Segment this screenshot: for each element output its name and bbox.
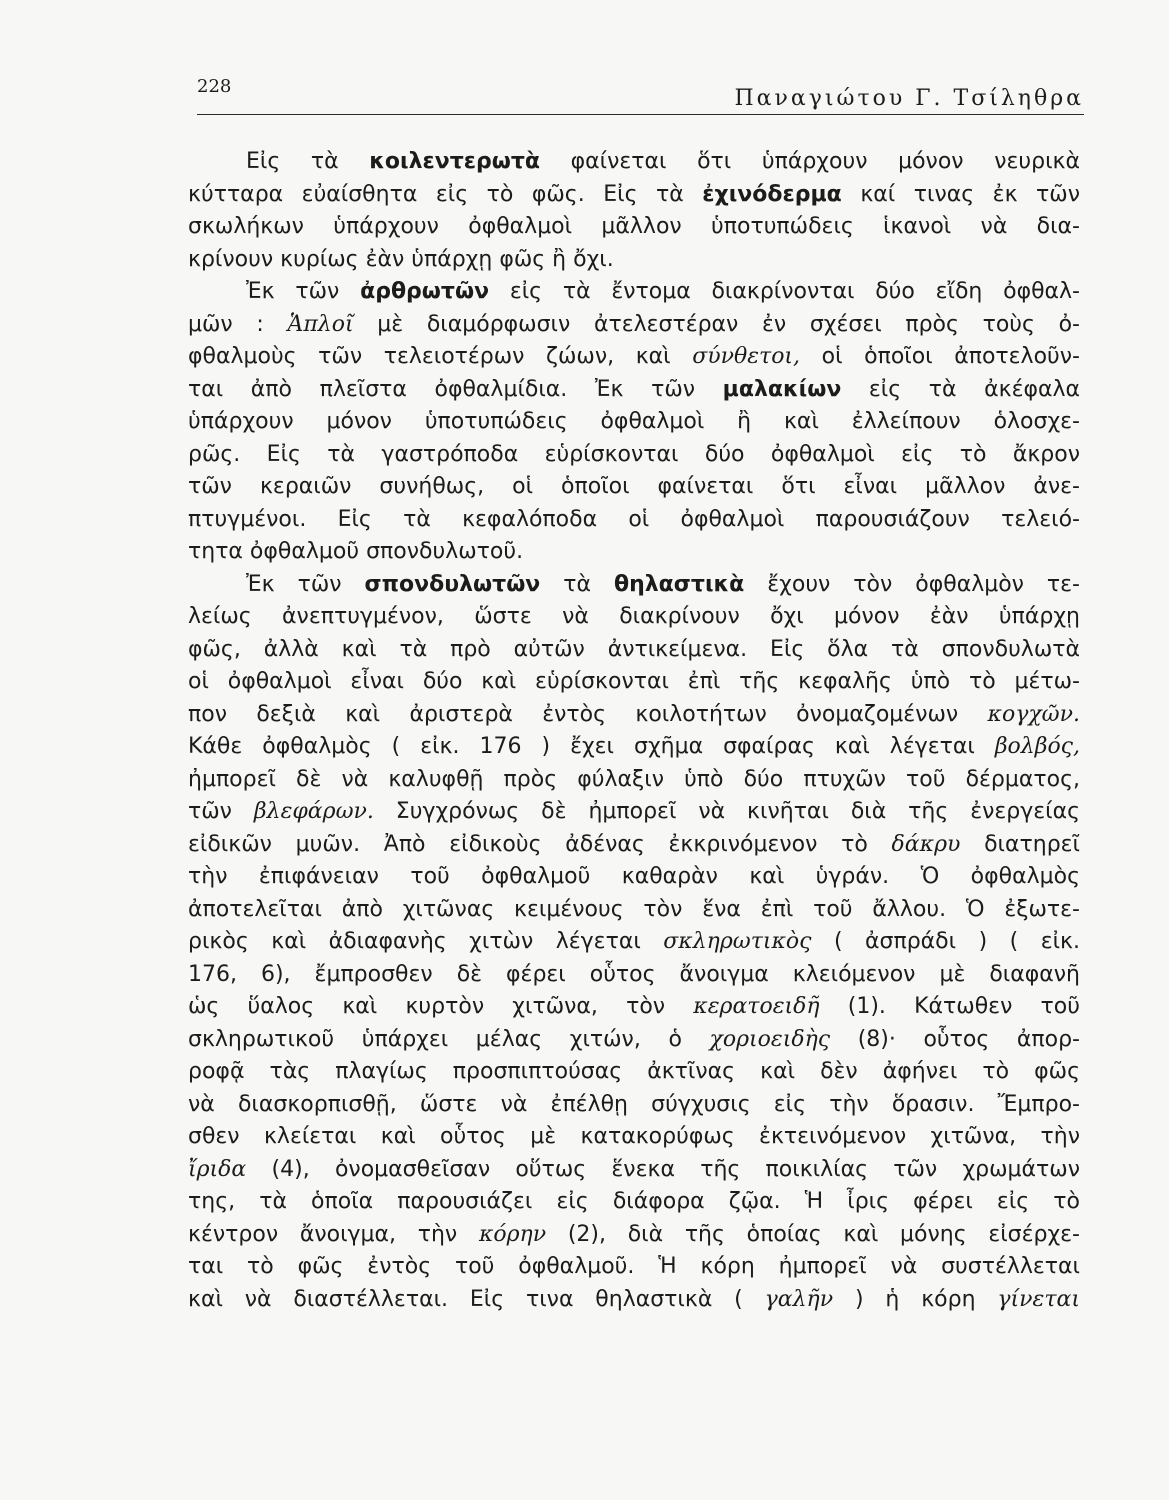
italic-term: δάκρυ: [891, 831, 961, 857]
bold-term: σπονδυλωτῶν: [364, 571, 541, 597]
text-line: κύτταρα εὐαίσθητα εἰς τὸ φῶς. Εἰς τὰ ἐχινόδερμα καί τινας ἐκ τῶν: [188, 181, 1081, 207]
text-line: οἱ ὀφθαλμοὶ εἶναι δύο καὶ εὑρίσκονται ἐπὶ τῆς κεφαλῆς ὑπὸ τὸ μέτω-: [188, 669, 1080, 694]
text-line: ὑπάρχουν μόνον ὑποτυπώδεις ὀφθαλμοὶ ἢ καὶ ἐλλείπουν ὁλοσχε-: [188, 409, 1080, 434]
text-line: καὶ νὰ διαστέλλεται. Εἰς τινα θηλαστικὰ ( γαλῆν ) ἡ κόρη γίνεται: [188, 1286, 1080, 1312]
text-line: 176, 6), ἔμπροσθεν δὲ φέρει οὗτος ἄνοιγμα κλειόμενον μὲ διαφανῆ: [188, 961, 1080, 987]
text-line: Εἰς τὰ κοιλεντερωτὰ φαίνεται ὅτι ὑπάρχουν μόνον νευρικὰ: [246, 149, 1081, 174]
text-line: νὰ διασκορπισθῇ, ὥστε νὰ ἐπέλθῃ σύγχυσις εἰς τὴν ὅρασιν. Ἔμπρο-: [188, 1091, 1080, 1117]
text-line: της, τὰ ὁποῖα παρουσιάζει εἰς διάφορα ζῷα. Ἡ ἶρις φέρει εἰς τὸ: [188, 1189, 1080, 1214]
text-line: κρίνουν κυρίως ἐὰν ὑπάρχῃ φῶς ἢ ὄχι.: [188, 246, 614, 272]
text-line: ὡς ὕαλος καὶ κυρτὸν χιτῶνα, τὸν κερατοειδῆ (1). Κάτωθεν τοῦ: [188, 994, 1080, 1019]
italic-term: σκληρωτικὸς: [663, 929, 812, 954]
text-line: ἠμπορεῖ δὲ νὰ καλυφθῇ πρὸς φύλαξιν ὑπὸ δύο πτυχῶν τοῦ δέρματος,: [188, 766, 1080, 792]
italic-term: γαλῆν: [764, 1286, 834, 1312]
text-line: φῶς, ἀλλὰ καὶ τὰ πρὸ αὐτῶν ἀντικείμενα. Εἰς ὅλα τὰ σπονδυλωτὰ: [188, 636, 1080, 662]
italic-term: κερατοειδῆ: [693, 994, 820, 1019]
page-header: [197, 70, 1084, 115]
text-line: εἰδικῶν μυῶν. Ἀπὸ εἰδικοὺς ἀδένας ἐκκρινόμενον τὸ δάκρυ διατηρεῖ: [188, 831, 1080, 857]
text-line: σκληρωτικοῦ ὑπάρχει μέλας χιτών, ὁ χοριοειδὴς (8)· οὗτος ἀπορ-: [188, 1026, 1080, 1052]
text-line: Κάθε ὀφθαλμὸς ( εἰκ. 176 ) ἔχει σχῆμα σφαίρας καὶ λέγεται βολβός,: [188, 734, 1080, 759]
text-line: πον δεξιὰ καὶ ἀριστερὰ ἐντὸς κοιλοτήτων ὀνομαζομένων κογχῶν.: [188, 701, 1080, 727]
text-line: ροφᾷ τὰς πλαγίως προσπιπτούσας ἀκτῖνας καὶ δὲν ἀφήνει τὸ φῶς: [188, 1059, 1080, 1084]
italic-term: κογχῶν.: [987, 701, 1080, 727]
text-line: Ἐκ τῶν σπονδυλωτῶν τὰ θηλαστικὰ ἔχουν τὸν ὀφθαλμὸν τε-: [246, 571, 1080, 597]
italic-term: ἴριδα: [188, 1156, 247, 1182]
italic-term: βλεφάρων.: [253, 799, 374, 824]
text-line: ἴριδα (4), ὀνομασθεῖσαν οὕτως ἕνεκα τῆς ποικιλίας τῶν χρωμάτων: [188, 1156, 1080, 1182]
italic-term: χοριοειδὴς: [709, 1026, 831, 1052]
bold-term: ἐχινόδερμα: [702, 181, 842, 207]
text-line: τὴν ἐπιφάνειαν τοῦ ὀφθαλμοῦ καθαρὰν καὶ ὑγράν. Ὁ ὀφθαλμὸς: [188, 864, 1080, 889]
text-line: τῶν κεραιῶν συνήθως, οἱ ὁποῖοι φαίνεται ὅτι εἶναι μᾶλλον ἀνε-: [188, 474, 1080, 499]
text-line: πτυγμένοι. Εἰς τὰ κεφαλόποδα οἱ ὀφθαλμοὶ παρουσιάζουν τελειό-: [188, 506, 1080, 532]
text-line: ται ἀπὸ πλεῖστα ὀφθαλμίδια. Ἐκ τῶν μαλακίων εἰς τὰ ἀκέφαλα: [188, 376, 1081, 402]
text-line: ρικὸς καὶ ἀδιαφανὴς χιτὼν λέγεται σκληρωτικὸς ( ἀσπράδι ) ( εἰκ.: [188, 929, 1080, 954]
italic-term: βολβός,: [994, 734, 1080, 759]
bold-term: ἀρθρωτῶν: [360, 279, 490, 304]
bold-term: θηλαστικὰ: [613, 571, 745, 597]
italic-term: Ἁπλοῖ: [287, 311, 354, 337]
text-line: κέντρον ἄνοιγμα, τὴν κόρην (2), διὰ τῆς ὁποίας καὶ μόνης εἰσέρχε-: [188, 1221, 1080, 1247]
page-number: 228: [197, 76, 232, 97]
text-line: σθεν κλείεται καὶ οὗτος μὲ κατακορύφως ἐκτεινόμενον χιτῶνα, τὴν: [188, 1124, 1080, 1149]
text-line: ρῶς. Εἰς τὰ γαστρόποδα εὑρίσκονται δύο ὀφθαλμοὶ εἰς τὸ ἄκρον: [188, 441, 1080, 467]
text-line: σκωλήκων ὑπάρχουν ὀφθαλμοὶ μᾶλλον ὑποτυπώδεις ἱκανοὶ νὰ δια-: [188, 214, 1080, 239]
text-line: φθαλμοὺς τῶν τελειοτέρων ζώων, καὶ σύνθετοι, οἱ ὁποῖοι ἀποτελοῦν-: [188, 344, 1080, 369]
text-line: τῶν βλεφάρων. Συγχρόνως δὲ ἠμπορεῖ νὰ κινῆται διὰ τῆς ἐνεργείας: [188, 799, 1081, 824]
running-head: Παναγιώτου Γ. Τσίληθρα: [734, 86, 1084, 111]
body-text: [188, 146, 1080, 1316]
text-line: Ἐκ τῶν ἀρθρωτῶν εἰς τὰ ἔντομα διακρίνονται δύο εἴδη ὀφθαλ-: [246, 279, 1081, 304]
text-line: ται τὸ φῶς ἐντὸς τοῦ ὀφθαλμοῦ. Ἡ κόρη ἠμπορεῖ νὰ συστέλλεται: [188, 1254, 1080, 1279]
italic-term: σύνθετοι,: [692, 344, 801, 369]
bold-term: κοιλεντερωτὰ: [369, 149, 541, 174]
text-line: ἀποτελεῖται ἀπὸ χιτῶνας κειμένους τὸν ἕνα ἐπὶ τοῦ ἄλλου. Ὁ ἐξωτε-: [188, 896, 1080, 922]
bold-term: μαλακίων: [722, 376, 842, 402]
text-line: λείως ἀνεπτυγμένον, ὥστε νὰ διακρίνουν ὄχι μόνον ἐὰν ὑπάρχῃ: [188, 604, 1080, 629]
italic-term: κόρην: [478, 1221, 547, 1247]
text-line: μῶν : Ἁπλοῖ μὲ διαμόρφωσιν ἀτελεστέραν ἐν σχέσει πρὸς τοὺς ὀ-: [188, 311, 1080, 337]
text-line: τητα ὀφθαλμοῦ σπονδυλωτοῦ.: [188, 539, 524, 564]
italic-term: γίνεται: [997, 1286, 1080, 1312]
